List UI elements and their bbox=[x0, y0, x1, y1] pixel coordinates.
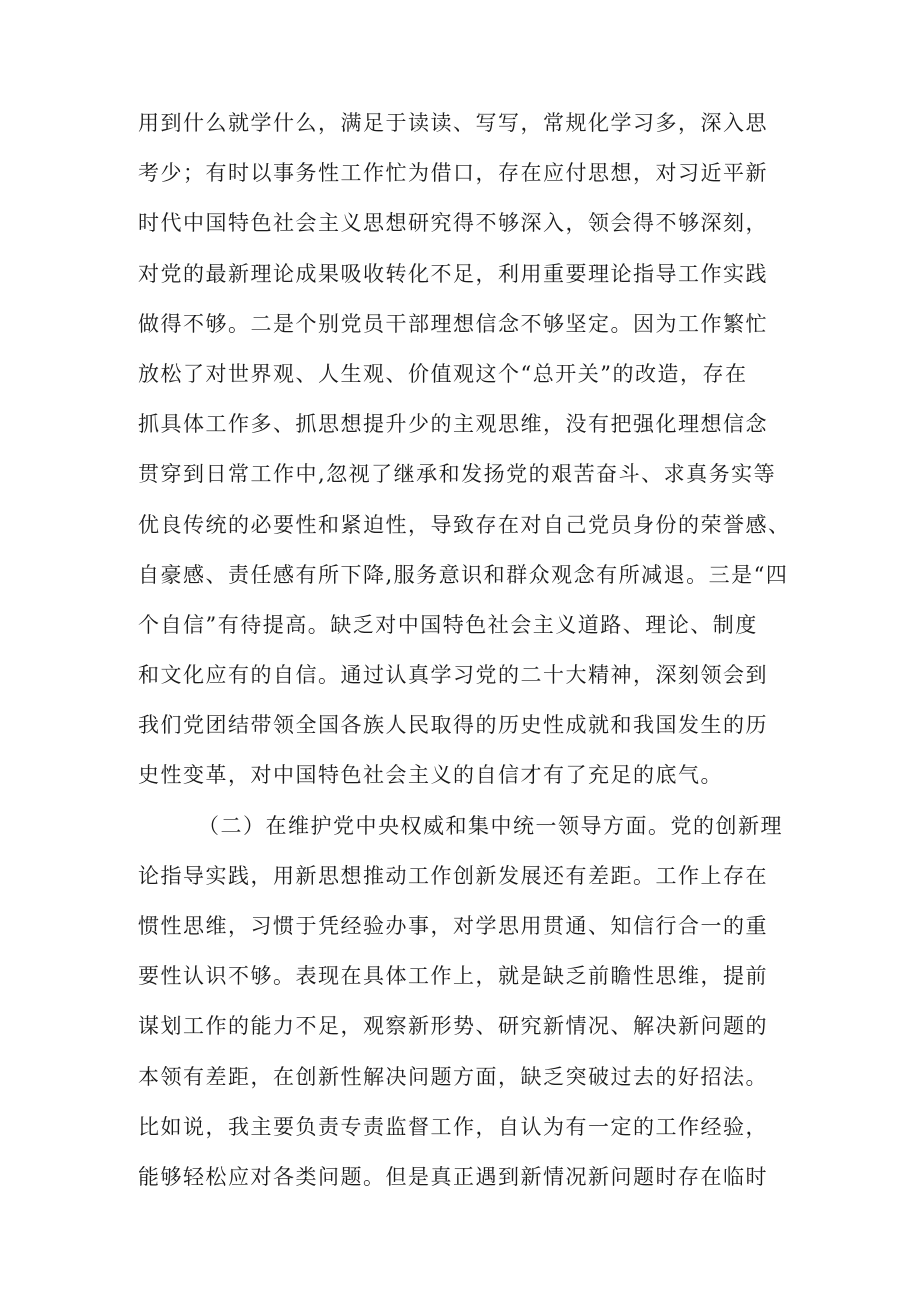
document-body bbox=[138, 98, 818, 1202]
section-heading-line: （二）在维护党中央权威和集中统一领导方面。党的创新理 bbox=[198, 813, 783, 838]
text-line: 贯穿到日常工作中,忽视了继承和发扬党的艰苦奋斗、求真务实等 bbox=[138, 462, 777, 487]
text-line: 对党的最新理论成果吸收转化不足，利用重要理论指导工作实践 bbox=[138, 261, 768, 286]
paragraph-1 bbox=[138, 98, 818, 801]
text-line: 本领有差距，在创新性解决问题方面，缺乏突破过去的好招法。 bbox=[138, 1064, 768, 1089]
text-line: 考少；有时以事务性工作忙为借口，存在应付思想，对习近平新 bbox=[138, 161, 768, 186]
text-line: 谋划工作的能力不足，观察新形势、研究新情况、解决新问题的 bbox=[138, 1014, 768, 1039]
paragraph-2 bbox=[138, 801, 818, 1203]
text-line: 史性变革，对中国特色社会主义的自信才有了充足的底气。 bbox=[138, 763, 723, 788]
text-line: 用到什么就学什么，满足于读读、写写，常规化学习多，深入思 bbox=[138, 111, 768, 135]
text-line: 论指导实践，用新思想推动工作创新发展还有差距。工作上存在 bbox=[138, 863, 768, 888]
text-line: 自豪感、责任感有所下降,服务意识和群众观念有所减退。三是“四 bbox=[138, 562, 789, 587]
text-line: 能够轻松应对各类问题。但是真正遇到新情况新问题时存在临时 bbox=[138, 1164, 768, 1189]
text-line: 和文化应有的自信。通过认真学习党的二十大精神，深刻领会到 bbox=[138, 663, 768, 688]
text-line: 抓具体工作多、抓思想提升少的主观思维，没有把强化理想信念 bbox=[138, 412, 768, 437]
text-line: 优良传统的必要性和紧迫性，导致存在对自己党员身份的荣誉感、 bbox=[138, 512, 791, 537]
text-line: 放松了对世界观、人生观、价值观这个“总开关”的改造，存在 bbox=[138, 361, 748, 386]
text-line: 惯性思维，习惯于凭经验办事，对学思用贯通、知信行合一的重 bbox=[138, 914, 768, 938]
text-line: 比如说，我主要负责专责监督工作，自认为有一定的工作经验， bbox=[138, 1114, 768, 1139]
text-line: 我们党团结带领全国各族人民取得的历史性成就和我国发生的历 bbox=[138, 713, 768, 738]
text-line: 个自信”有待提高。缺乏对中国特色社会主义道路、理论、制度 bbox=[138, 612, 758, 637]
text-line: 要性认识不够。表现在具体工作上，就是缺乏前瞻性思维，提前 bbox=[138, 964, 768, 989]
text-line: 做得不够。二是个别党员干部理想信念不够坚定。因为工作繁忙 bbox=[138, 311, 768, 336]
text-line: 时代中国特色社会主义思想研究得不够深入，领会得不够深刻， bbox=[138, 211, 768, 236]
